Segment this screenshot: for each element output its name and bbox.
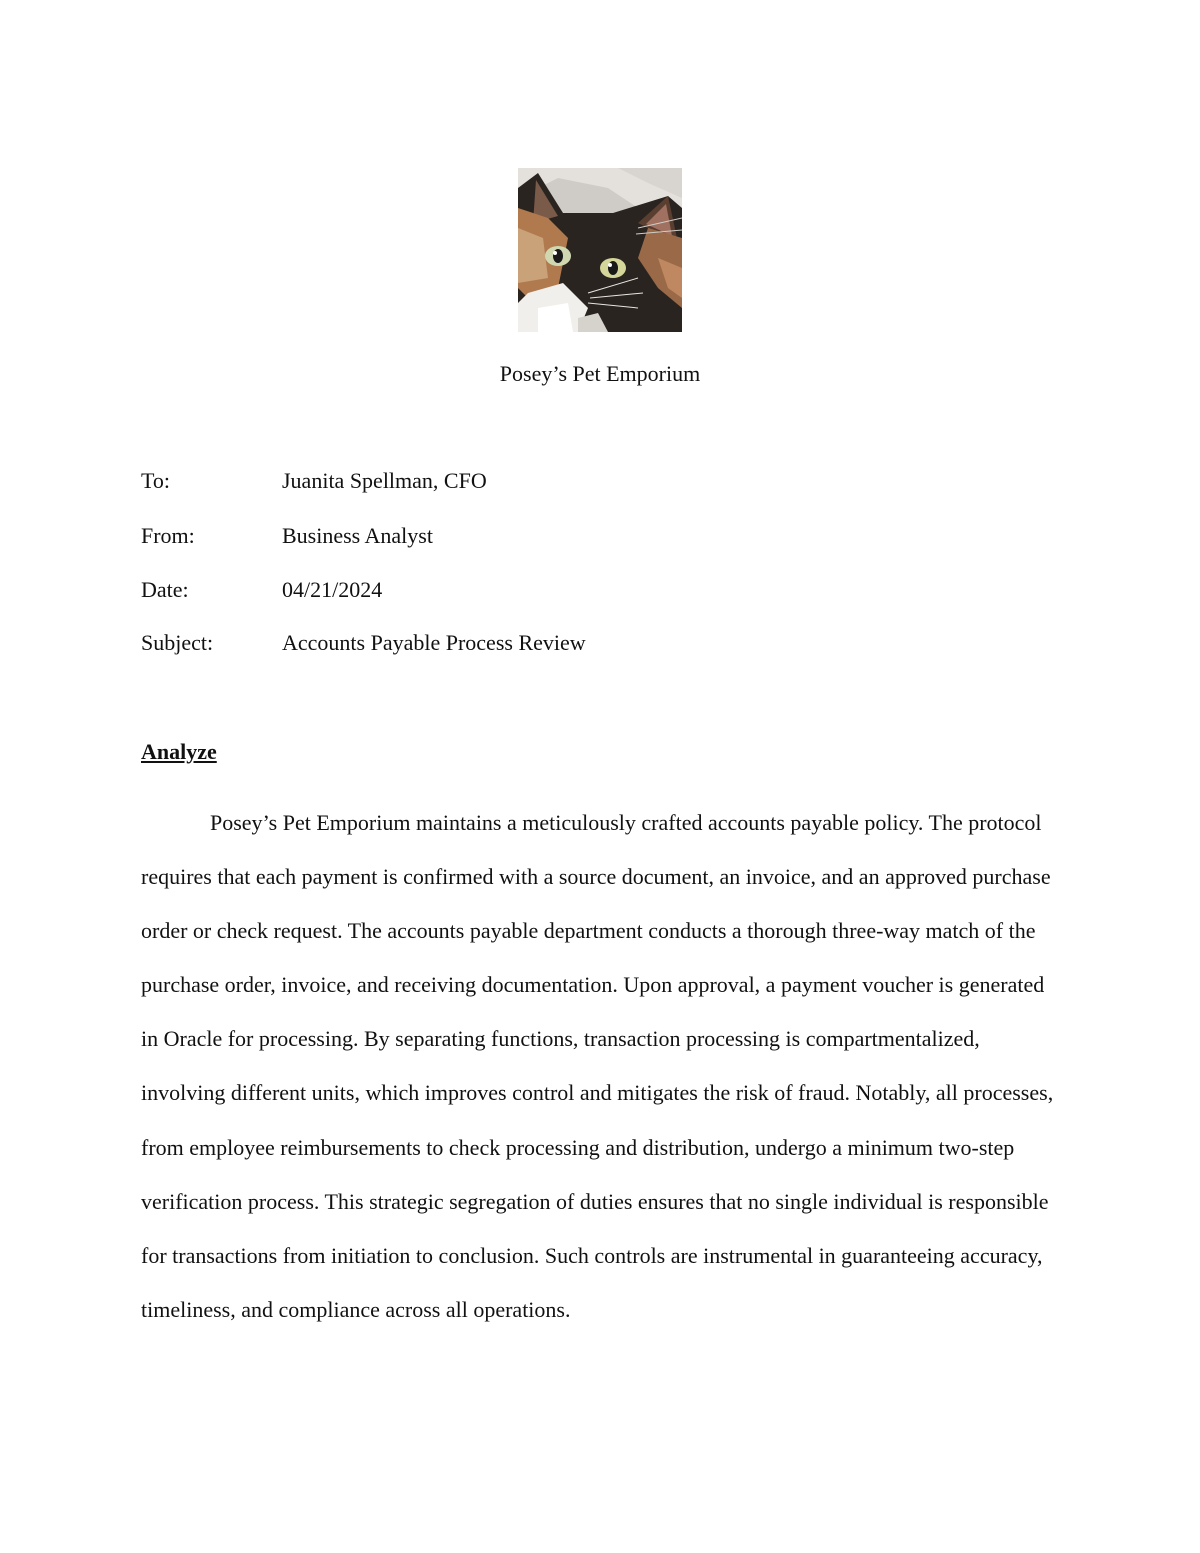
memo-subject-value: Accounts Payable Process Review xyxy=(282,630,586,655)
memo-from-value: Business Analyst xyxy=(282,523,433,548)
body-paragraph: Posey’s Pet Emporium maintains a meticulously crafted accounts payable policy. The protocol requires that each payment is confirmed with a source document, an invoice, and an approved purchase order or check request. The accounts payable department conducts a thorough three-way match of the purchase order, invoice, and receiving documentation. Upon approval, a payment voucher is generated in Oracle for processing. By separating functions, transaction processing is compartmentalized, involving different units, which improves control and mitigates the risk of fraud. Notably, all processes, from employee reimbursements to check processing and distribution, undergo a minimum two-step verification process. This strategic segregation of duties ensures that no single individual is responsible for transactions from initiation to conclusion. Such controls are instrumental in guaranteeing accuracy, timeliness, and compliance across all operations. xyxy=(141,810,1054,1322)
cat-logo-image xyxy=(518,168,682,332)
section-heading: Analyze xyxy=(141,739,217,764)
memo-subject-label: Subject: xyxy=(141,630,214,655)
memo-to-label: To: xyxy=(141,468,171,493)
company-name: Posey’s Pet Emporium xyxy=(499,361,701,386)
memo-from-label: From: xyxy=(141,523,195,548)
memo-date-label: Date: xyxy=(141,577,189,602)
memo-to-value: Juanita Spellman, CFO xyxy=(282,468,487,493)
memo-date-value: 04/21/2024 xyxy=(282,577,383,602)
